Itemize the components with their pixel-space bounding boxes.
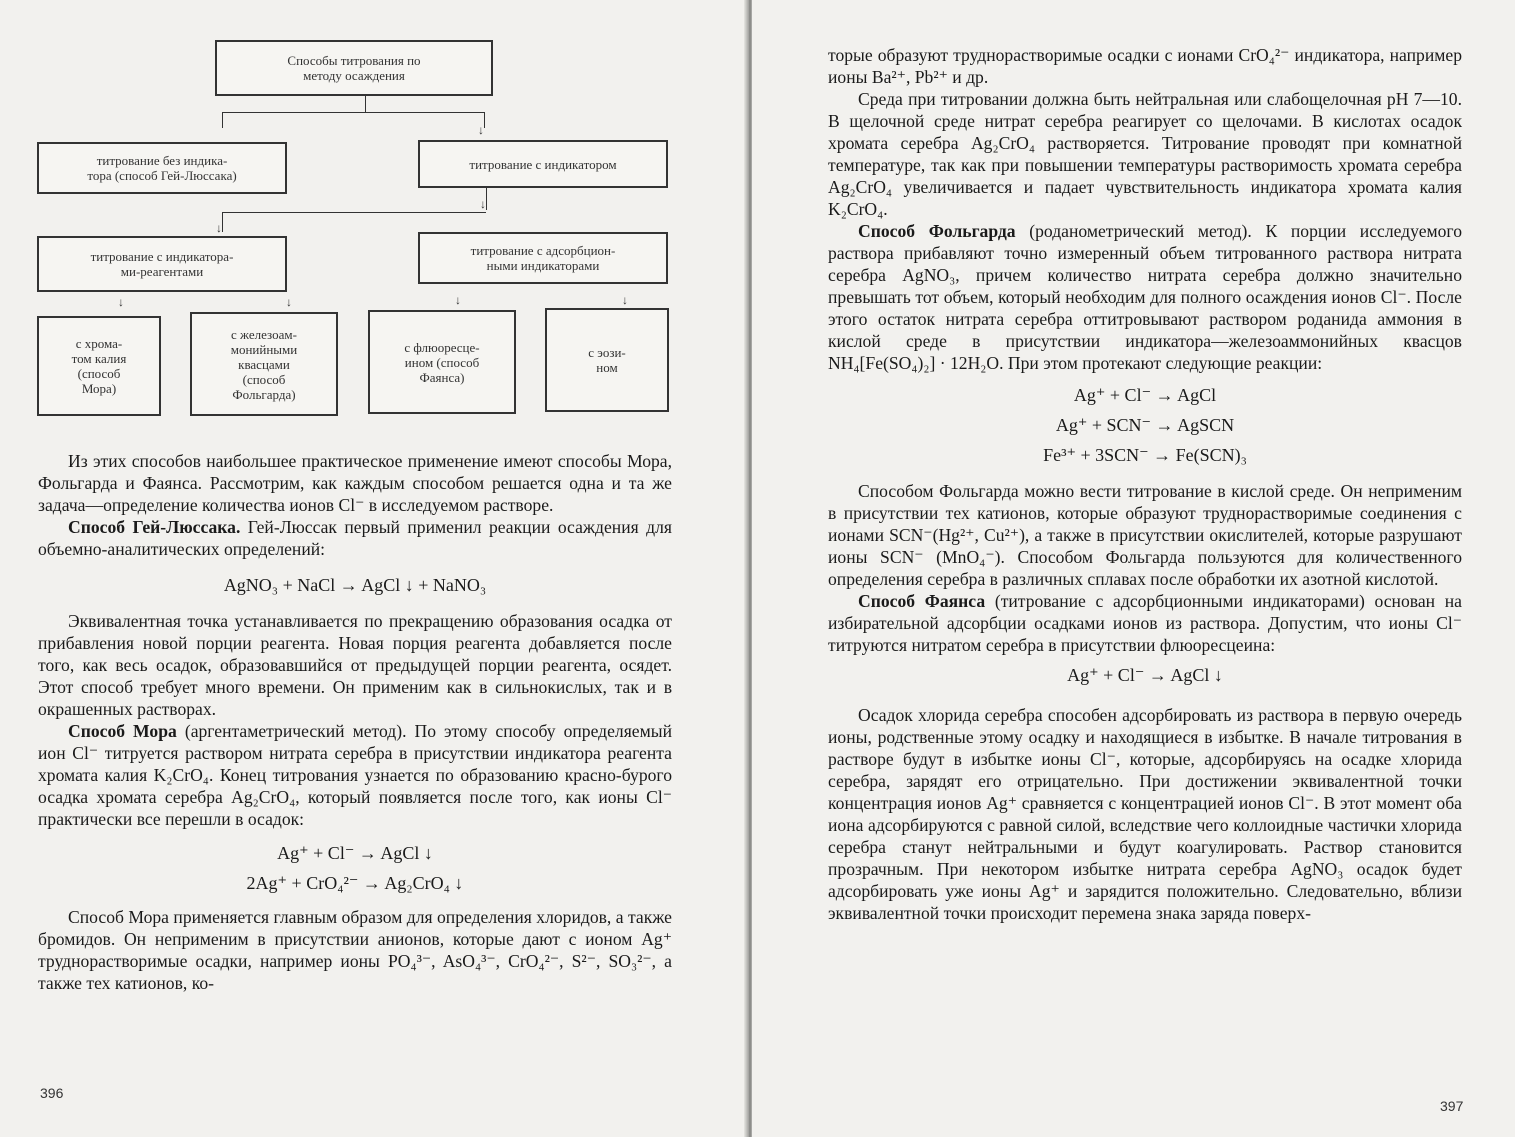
section-heading: Способ Фольгарда xyxy=(858,221,1016,241)
paragraph xyxy=(828,220,1462,374)
paragraph: торые образуют труднорастворимые осадки с ионами CrO₄²⁻ индикатора, например ионы Ba²⁺, Pb²⁺ и др. xyxy=(828,45,1462,87)
connector xyxy=(484,112,485,128)
paragraph-text: (аргентаметрический метод). По этому способу определяемый ион Cl⁻ титруется раствором нитрата серебра в присутствии индикатора реагента хромата калия K₂CrO₄. Конец титрования узнается по образованию красно-бурого осадка хромата серебра Ag₂CrO₄, который появляется после того, как ионы Cl⁻ практически все перешли в осадок: xyxy=(38,721,672,829)
paragraph: Среда при титровании должна быть нейтральная или слабощелочная pH 7—10. В щелочной среде нитрат серебра реагирует со щелочами. В кислотах осадок хромата серебра Ag₂CrO₄ растворяется. Титрование проводят при комнатной температуре, так как при повышении температуры растворимость хромата серебра Ag₂CrO₄ увеличивается и падает чувствительность индикатора хромата калия K₂CrO₄. xyxy=(828,89,1462,219)
paragraph-text: (роданометрический метод). К порции исследуемого раствора прибавляют точно измеренный объем титрованного раствора нитрата серебра AgNO₃, причем количество нитрата серебра должно значительно превышать тот объем, который необходим для полного осаждения ионов Cl⁻. После этого остаток нитрата серебра оттитровывают раствором роданида аммония в кислой среде в присутствии индикатора—железоаммонийных квасцов NH₄[Fe(SO₄)₂] · 12H₂O. При этом протекают следующие реакции: xyxy=(828,221,1463,373)
left-page xyxy=(0,0,748,1137)
chart-leaf-eosin: с эози- ном xyxy=(545,308,669,412)
arrow-down-icon: ↓ xyxy=(286,295,292,309)
formula: Ag⁺ + SCN⁻ → AgSCN xyxy=(1055,415,1235,435)
connector xyxy=(486,188,487,210)
paragraph-text: (титрование с адсорбционными индикаторами) основан на избирательной адсорбции осадками ионов из раствора. Допустим, что ионы Cl⁻ титруются нитратом серебра в присутствии флюоресцеина: xyxy=(828,591,1462,655)
chart-box-with-indicator: титрование с индикатором xyxy=(418,140,668,188)
page-number: 396 xyxy=(40,1085,64,1101)
section-heading: Способ Мора xyxy=(68,721,177,741)
paragraph xyxy=(38,516,672,560)
arrow-down-icon: ↓ xyxy=(216,221,222,235)
arrow-down-icon: ↓ xyxy=(622,293,628,307)
connector xyxy=(222,112,223,128)
connector xyxy=(222,212,486,213)
arrow-down-icon: ↓ xyxy=(455,293,461,307)
chart-leaf-fajans-fluorescein: с флюоресце- ином (способ Фаянса) xyxy=(368,310,516,414)
paragraph xyxy=(828,590,1462,656)
chart-leaf-mohr: с хрома- том калия (способ Мора) xyxy=(37,316,161,416)
chart-root-box: Способы титрования по методу осаждения xyxy=(215,40,493,96)
formula: Ag⁺ + Cl⁻ → AgCl xyxy=(1073,385,1217,405)
paragraph: Осадок хлорида серебра способен адсорбировать из раствора в первую очередь ионы, родственные этому осадку и находящиеся в избытке. В начале титрования в растворе будут в избытке ионы Cl⁻, которые, адсорбируясь на осадке хлорида серебра, зарядят его отрицательно. При достижении эквивалентной точки концентрация ионов Ag⁺ сравняется с концентрацией ионов Cl⁻. В этот момент оба иона адсорбируются с равной силой, вследствие чего коллоидные частички хлорида серебра станут нейтральными и будут коагулировать. Раствор становится прозрачным. При некотором избытке нитрата серебра AgNO₃ осадок будет адсорбировать уже ионы Ag⁺ и зарядится положительно. Следовательно, вблизи эквивалентной точки происходит перемена знака заряда поверх- xyxy=(828,705,1462,923)
connector xyxy=(222,112,484,113)
paragraph xyxy=(38,720,672,830)
connector xyxy=(365,96,366,112)
section-heading: Способ Гей-Люссака. xyxy=(68,517,241,537)
formula: Ag⁺ + Cl⁻ → AgCl ↓ xyxy=(1067,665,1223,685)
right-body xyxy=(828,44,1462,924)
left-body xyxy=(38,450,672,994)
arrow-down-icon: ↓ xyxy=(480,197,486,211)
paragraph-text: Гей-Люссак первый применил реакции осаждения для объемно-аналитических определений: xyxy=(38,517,672,559)
formula: AgNO₃ + NaCl → AgCl ↓ + NaNO₃ xyxy=(223,575,487,595)
chart-box-no-indicator: титрование без индика- тора (способ Гей-Люссака) xyxy=(37,142,287,194)
formula: Fe³⁺ + 3SCN⁻ → Fe(SCN)₃ xyxy=(1043,445,1247,465)
chart-box-adsorption-indicators: титрование с адсорбцион- ными индикаторами xyxy=(418,232,668,284)
formula: Ag⁺ + Cl⁻ → AgCl ↓ xyxy=(277,843,433,863)
paragraph: Из этих способов наибольшее практическое применение имеют способы Мора, Фольгарда и Фаянса. Рассмотрим, как каждым способом решается одна и та же задача—определение количества ионов Cl⁻ в исследуемом растворе. xyxy=(38,451,672,515)
paragraph: Способ Мора применяется главным образом для определения хлоридов, а также бромидов. Он неприменим в присутствии анионов, которые дают с ионом Ag⁺ труднорастворимые осадки, например ионы PO₄³⁻, AsO₄³⁻, CrO₄²⁻, S²⁻, SO₃²⁻, а также тех катионов, ко- xyxy=(38,907,672,993)
arrow-down-icon: ↓ xyxy=(118,295,124,309)
chart-box-reagent-indicators: титрование с индикатора- ми-реагентами xyxy=(37,236,287,292)
paragraph: Эквивалентная точка устанавливается по прекращению образования осадка от прибавления новой порции реагента. Новая порция реагента добавляется после того, как весь осадок, образовавшийся от предыдущей порции реагента, осядет. Этот способ требует много времени. Он применим как в сильнокислых, так и в окрашенных растворах. xyxy=(38,611,672,719)
section-heading: Способ Фаянса xyxy=(858,591,986,611)
formula: 2Ag⁺ + CrO₄²⁻ → Ag₂CrO₄ ↓ xyxy=(246,873,464,893)
chart-leaf-volhard: с железоам- монийными квасцами (способ Фольгарда) xyxy=(190,312,338,416)
arrow-down-icon: ↓ xyxy=(478,123,484,137)
connector xyxy=(222,212,223,232)
paragraph: Способом Фольгарда можно вести титрование в кислой среде. Он неприменим в присутствии тех катионов, которые образуют труднорастворимые соединения с ионами SCN⁻(Hg²⁺, Cu²⁺), а также в присутствии окислителей, которые разрушают ионы SCN⁻ (MnO₄⁻). Способом Фольгарда пользуются для количественного определения серебра в различных сплавах после обработки их азотной кислотой. xyxy=(828,481,1462,589)
page-number: 397 xyxy=(1440,1098,1464,1114)
